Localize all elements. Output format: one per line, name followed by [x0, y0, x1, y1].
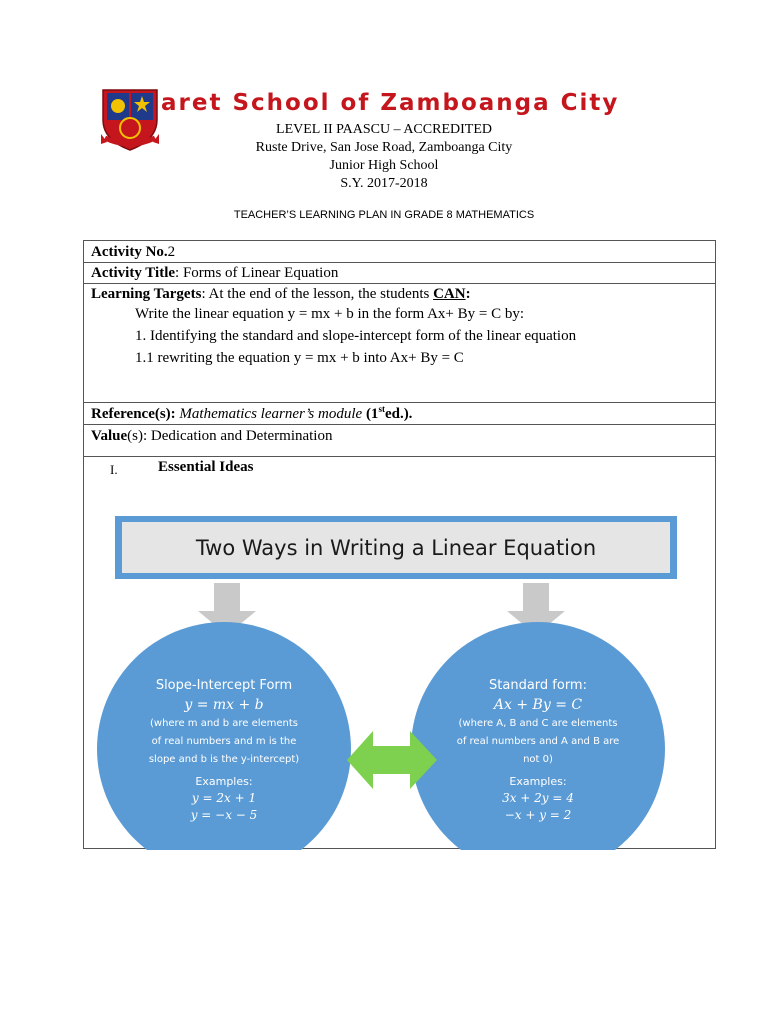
- standard-form-note-1: (where A, B and C are elements: [458, 718, 618, 729]
- standard-form-formula: Ax + By = C: [493, 697, 583, 713]
- slope-intercept-note-3: slope and b is the y-intercept): [148, 754, 300, 765]
- learning-targets-label: Learning Targets: [91, 286, 202, 302]
- standard-form-example-2: −x + y = 2: [504, 808, 572, 822]
- standard-form-title: Standard form:: [489, 678, 587, 693]
- standard-form-examples-label: Examples:: [509, 775, 567, 788]
- learning-targets-intro: : At the end of the lesson, the students: [201, 286, 434, 302]
- slope-intercept-example-1: y = 2x + 1: [191, 791, 257, 805]
- reference-edition-sup: st: [378, 404, 385, 414]
- can-colon: :: [465, 286, 471, 302]
- standard-form-note-3: not 0): [523, 754, 553, 765]
- slope-intercept-text: [124, 677, 324, 824]
- reference-value: Mathematics learner’s module: [179, 406, 363, 422]
- department-line: Junior High School: [329, 158, 439, 173]
- plan-title: TEACHER’S LEARNING PLAN IN GRADE 8 MATHEMATICS: [233, 209, 535, 221]
- school-name: aret School of Zamboanga City: [161, 90, 620, 116]
- reference-edition-close: ed.).: [384, 406, 413, 422]
- target-line-2: 1. Identifying the standard and slope-intercept form of the linear equation: [135, 328, 577, 344]
- address-line: Ruste Drive, San Jose Road, Zamboanga City: [255, 140, 513, 155]
- standard-form-text: [438, 677, 638, 824]
- school-year-line: S.Y. 2017-2018: [340, 176, 428, 191]
- learning-plan-table: [83, 240, 716, 849]
- slope-intercept-examples-label: Examples:: [195, 775, 253, 788]
- activity-number-label: Activity No.: [91, 244, 168, 260]
- slope-intercept-note-2: of real numbers and m is the: [151, 736, 297, 747]
- activity-title-value: : Forms of Linear Equation: [175, 265, 339, 281]
- target-line-3: 1.1 rewriting the equation y = mx + b into Ax+ By = C: [135, 350, 464, 366]
- target-line-1: Write the linear equation y = mx + b in the form Ax+ By = C by:: [135, 306, 525, 322]
- section-title: Essential Ideas: [158, 459, 254, 475]
- values-value: : Dedication and Determination: [142, 428, 333, 444]
- can-keyword: CAN: [433, 286, 466, 302]
- activity-number-value: 2: [167, 244, 176, 260]
- reference-label: Reference(s):: [91, 406, 176, 422]
- reference-edition-open: (1: [362, 406, 379, 422]
- values-label: Value: [91, 428, 128, 444]
- activity-title-label: Activity Title: [91, 265, 176, 281]
- diagram-banner-title: Two Ways in Writing a Linear Equation: [122, 522, 670, 573]
- slope-intercept-example-2: y = −x − 5: [190, 808, 258, 822]
- slope-intercept-note-1: (where m and b are elements: [149, 718, 299, 729]
- accreditation-line: LEVEL II PAASCU – ACCREDITED: [276, 122, 492, 137]
- slope-intercept-title: Slope-Intercept Form: [155, 678, 293, 693]
- standard-form-example-1: 3x + 2y = 4: [502, 791, 574, 805]
- values-label-suffix: (s): [127, 428, 143, 444]
- section-number: I.: [110, 462, 118, 477]
- slope-intercept-formula: y = mx + b: [184, 697, 264, 713]
- standard-form-note-2: of real numbers and A and B are: [456, 736, 620, 747]
